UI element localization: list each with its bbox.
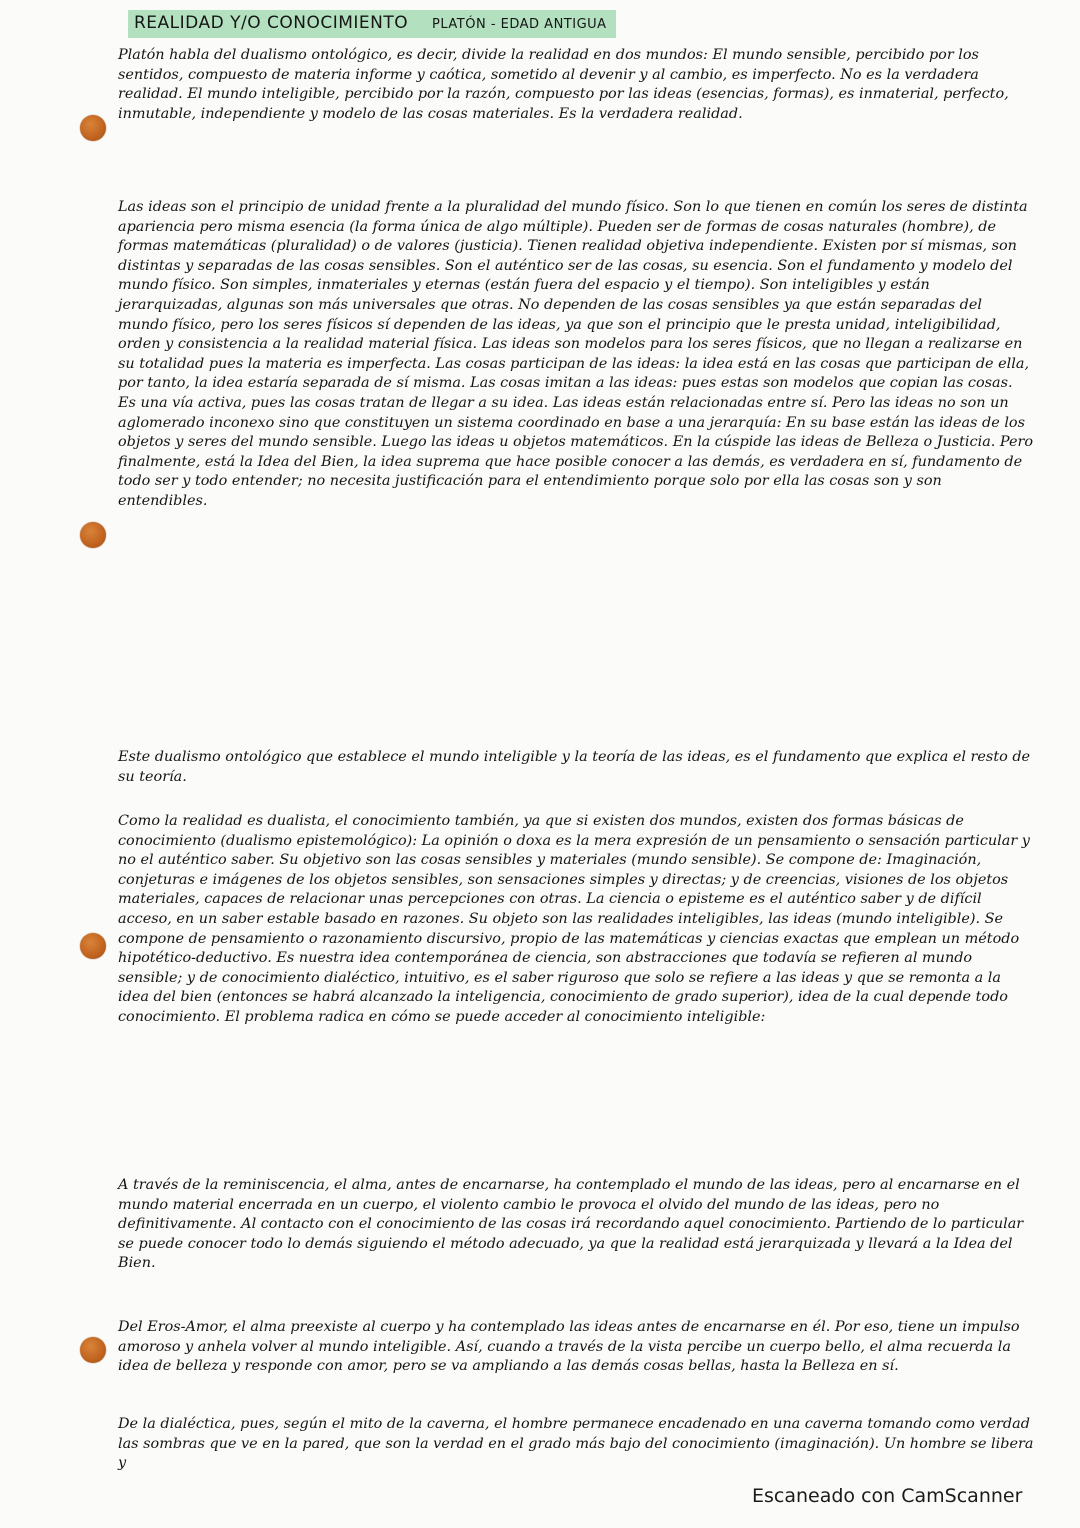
binder-hole-icon bbox=[80, 933, 106, 959]
paragraph-fundamento: Este dualismo ontológico que establece el mundo inteligible y la teoría de las ideas, es el fundamento que explica el resto de su teoría. bbox=[118, 749, 1031, 785]
binder-hole-icon bbox=[80, 522, 106, 548]
scanner-credit: Escaneado con CamScanner bbox=[752, 1485, 1023, 1507]
binder-hole-icon bbox=[80, 1337, 106, 1363]
page-title bbox=[134, 13, 607, 33]
paragraph-dialectica: De la dialéctica, pues, según el mito de la caverna, el hombre permanece encadenado en una caverna tomando como verdad las sombras que ve en la pared, que son la verdad en el grado más bajo del conocimiento (imaginación). Un hombre se libera y bbox=[118, 1416, 1034, 1472]
paragraph-dualismo: Platón habla del dualismo ontológico, es decir, divide la realidad en dos mundos: El mundo sensible, percibido por los sentidos, compuesto de materia informe y caótica, sometido al devenir y al cambio, es imperfecto. No es la verdadera realidad. El mundo inteligible, percibido por la razón, compuesto por las ideas (esencias, formas), es inmaterial, perfecto, inmutable, independiente y modelo de las cosas materiales. Es la verdadera realidad. bbox=[118, 47, 1009, 122]
title-main: REALIDAD Y/O CONOCIMIENTO bbox=[134, 13, 409, 33]
binder-hole-icon bbox=[80, 115, 106, 141]
paragraph-reminiscencia: A través de la reminiscencia, el alma, antes de encarnarse, ha contemplado el mundo de las ideas, pero al encarnarse en el mundo material encerrada en un cuerpo, el violento cambio le provoca el olvido del mundo de las ideas, pero no definitivamente. Al contacto con el conocimiento de las cosas irá recordando aquel conocimiento. Partiendo de lo particular se puede conocer todo lo demás siguiendo el método adecuado, ya que la realidad está jerarquizada y llevará a la Idea del Bien. bbox=[118, 1177, 1024, 1272]
title-sub: PLATÓN - EDAD ANTIGUA bbox=[432, 17, 607, 32]
paragraph-ideas: Las ideas son el principio de unidad frente a la pluralidad del mundo físico. Son lo que tienen en común los seres de distinta apariencia pero misma esencia (la forma única de algo múltiple). Pueden ser de formas de cosas naturales (hombre), de formas matemáticas (pluralidad) o de valores (justicia). Tienen realidad objetiva independiente. Existen por sí mismas, son distintas y separadas de las cosas sensibles. Son el auténtico ser de las cosas, su esencia. Son el fundamento y modelo del mundo físico. Son simples, inmateriales y eternas (están fuera del espacio y el tiempo). Son inteligibles y están jerarquizadas, algunas son más universales que otras. No dependen de las cosas sensibles ya que están separadas del mundo físico, pero los seres físicos sí dependen de las ideas, ya que son el principio que le presta unidad, inteligibilidad, orden y consistencia a la realidad material física. Las ideas son modelos para los seres físicos, que no llegan a realizarse en su totalidad pues la materia es imperfecta. Las cosas participan de las ideas: la idea está en las cosas que participan de ella, por tanto, la idea estaría separada de sí misma. Las cosas imitan a las ideas: pues estas son modelos que copian las cosas. Es una vía activa, pues las cosas tratan de llegar a su idea. Las ideas están relacionadas entre sí. Pero las ideas no son un aglomerado inconexo sino que constituyen un sistema coordinado en base a una jerarquía: En su base están las ideas de los objetos y seres del mundo sensible. Luego las ideas u objetos matemáticos. En la cúspide las ideas de Belleza o Justicia. Pero finalmente, está la Idea del Bien, la idea suprema que hace posible conocer a las demás, es verdadera en sí, fundamento de todo ser y todo entender; no necesita justificación para el entendimiento porque solo por ella las cosas son y son entendibles. bbox=[118, 199, 1034, 509]
paragraph-conocimiento: Como la realidad es dualista, el conocimiento también, ya que si existen dos mundos, existen dos formas básicas de conocimiento (dualismo epistemológico): La opinión o doxa es la mera expresión de un pensamiento o sensación particular y no el auténtico saber. Su objetivo son las cosas sensibles y materiales (mundo sensible). Se compone de: Imaginación, conjeturas e imágenes de los objetos sensibles, son sensaciones simples y directas; y de creencias, visiones de los objetos materiales, capaces de relacionar unas percepciones con otras. La ciencia o episteme es el auténtico saber y de difícil acceso, en un saber estable basado en razones. Su objeto son las realidades inteligibles, las ideas (mundo inteligible). Se compone de pensamiento o razonamiento discursivo, propio de las matemáticas y ciencias exactas que emplean un método hipotético-deductivo. Es nuestra idea contemporánea de ciencia, son abstracciones que todavía se refieren al mundo sensible; y de conocimiento dialéctico, intuitivo, es el saber riguroso que solo se refiere a las ideas y que se remonta a la idea del bien (entonces se habrá alcanzado la inteligencia, conocimiento de grado superior), idea de la cual depende todo conocimiento. El problema radica en cómo se puede acceder al conocimiento inteligible: bbox=[118, 813, 1030, 1025]
paragraph-eros: Del Eros-Amor, el alma preexiste al cuerpo y ha contemplado las ideas antes de encarnarse en él. Por eso, tiene un impulso amoroso y anhela volver al mundo inteligible. Así, cuando a través de la vista percibe un cuerpo bello, el alma recuerda la idea de belleza y responde con amor, pero se va ampliando a las demás cosas bellas, hasta la Belleza en sí. bbox=[118, 1319, 1020, 1375]
